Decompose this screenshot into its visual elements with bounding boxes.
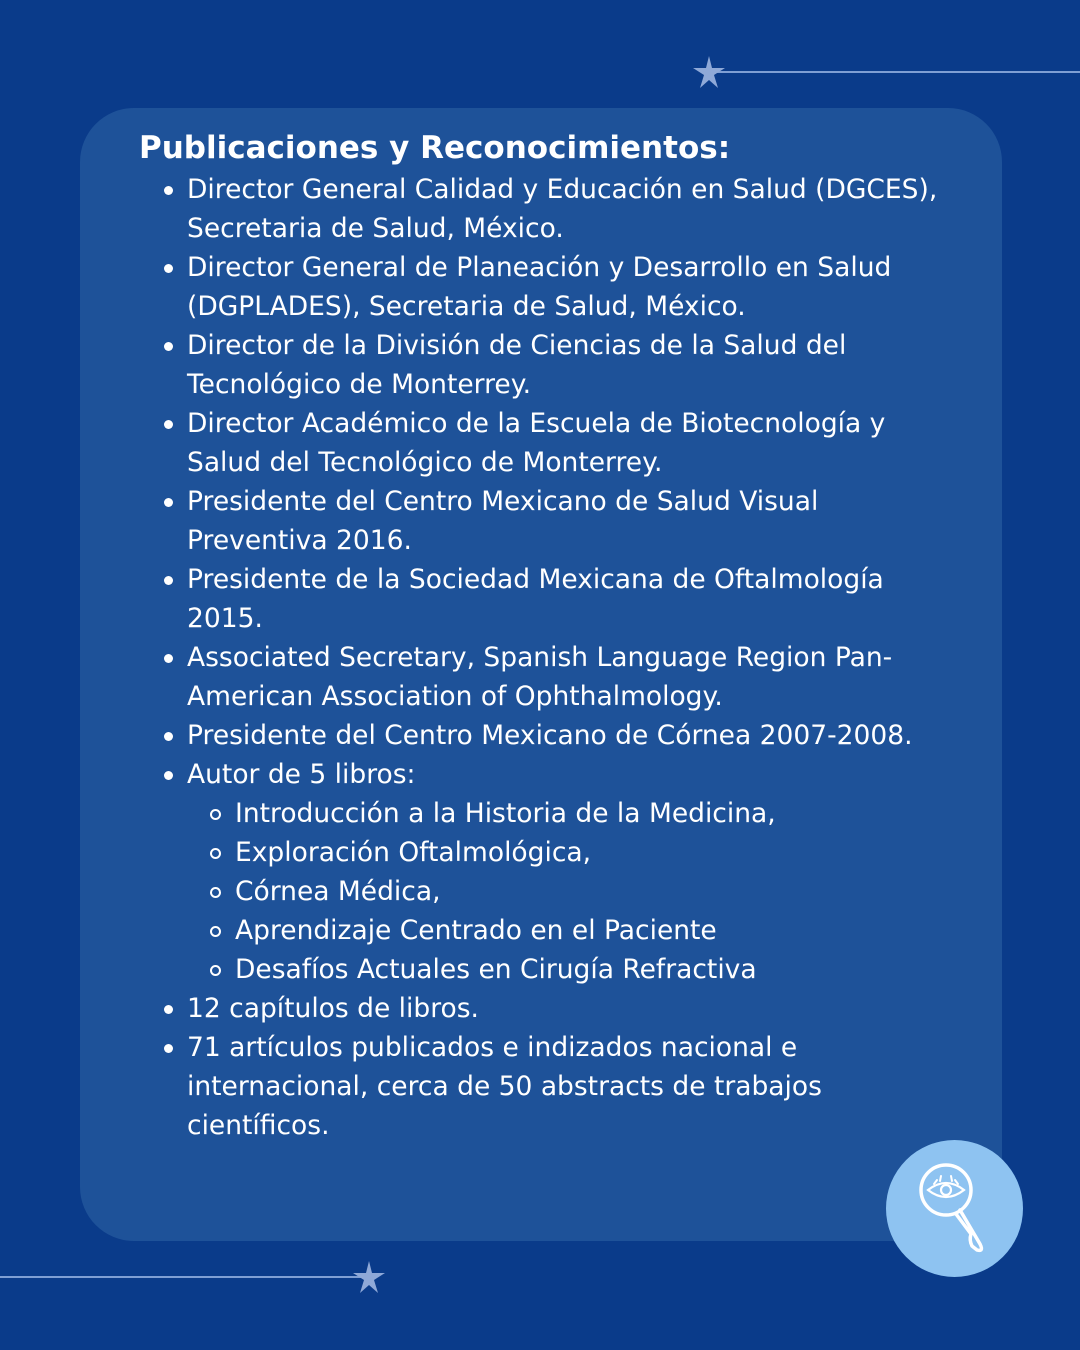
book-title: Exploración Oftalmológica, (235, 833, 941, 872)
bottom-decorative-line (0, 1276, 372, 1278)
logo-badge (886, 1140, 1023, 1277)
list-item: Presidente del Centro Mexicano de Salud Visual Preventiva 2016. (161, 482, 941, 560)
books-sublist (187, 794, 941, 989)
list-item: Director General Calidad y Educación en Salud (DGCES), Secretaria de Salud, México. (161, 170, 941, 248)
star-icon (692, 55, 726, 89)
magnifying-glass-eye-icon (914, 1158, 994, 1258)
list-item: Associated Secretary, Spanish Language Region Pan-American Association of Ophthalmology. (161, 638, 941, 716)
list-item: Director de la División de Ciencias de la Salud del Tecnológico de Monterrey. (161, 326, 941, 404)
achievements-list (161, 170, 941, 1145)
books-item (161, 755, 941, 989)
top-decorative-line (712, 71, 1080, 73)
list-item: 71 artículos publicados e indizados nacional e internacional, cerca de 50 abstracts de trabajos científicos. (161, 1028, 941, 1145)
page-title: Publicaciones y Reconocimientos: (139, 130, 731, 166)
list-item: Director Académico de la Escuela de Biotecnología y Salud del Tecnológico de Monterrey. (161, 404, 941, 482)
book-title: Desafíos Actuales en Cirugía Refractiva (235, 950, 941, 989)
book-title: Córnea Médica, (235, 872, 941, 911)
list-item: 12 capítulos de libros. (161, 989, 941, 1028)
book-title: Aprendizaje Centrado en el Paciente (235, 911, 941, 950)
star-icon (352, 1260, 386, 1294)
list-item: Presidente de la Sociedad Mexicana de Oftalmología 2015. (161, 560, 941, 638)
books-label: Autor de 5 libros: (187, 759, 416, 790)
list-item: Director General de Planeación y Desarrollo en Salud (DGPLADES), Secretaria de Salud, México. (161, 248, 941, 326)
book-title: Introducción a la Historia de la Medicina, (235, 794, 941, 833)
list-item: Presidente del Centro Mexicano de Córnea 2007-2008. (161, 716, 941, 755)
